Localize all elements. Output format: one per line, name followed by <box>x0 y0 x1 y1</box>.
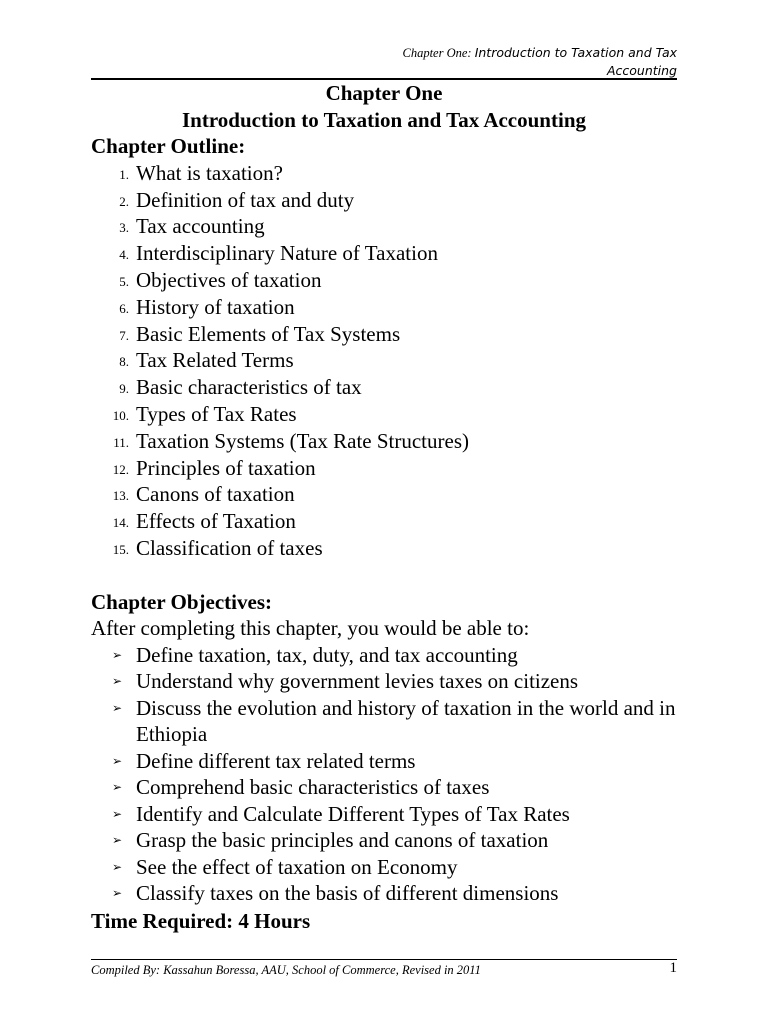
outline-item <box>91 374 677 401</box>
objectives-list <box>91 642 677 907</box>
objective-item-text: Identify and Calculate Different Types of Tax Rates <box>136 801 570 826</box>
objective-item-text: Define taxation, tax, duty, and tax accounting <box>136 642 518 667</box>
outline-item <box>91 481 677 508</box>
objective-item-text: Discuss the evolution and history of taxation in the world and in Ethiopia <box>136 695 676 747</box>
chapter-number: Chapter One <box>325 81 443 105</box>
outline-item <box>91 508 677 535</box>
header-title-line1: Introduction to Taxation and Tax <box>474 45 677 60</box>
outline-item-number: 8. <box>119 354 129 370</box>
outline-item-number: 6. <box>119 300 129 316</box>
outline-item-text: History of taxation <box>136 294 295 319</box>
outline-item <box>91 160 677 187</box>
outline-heading: Chapter Outline: <box>91 134 246 159</box>
arrow-bullet-icon: ➢ <box>112 833 123 848</box>
page-content <box>91 80 677 935</box>
outline-item-text: What is taxation? <box>136 160 283 185</box>
outline-item-text: Objectives of taxation <box>136 267 322 292</box>
outline-item <box>91 535 677 562</box>
objective-item <box>91 880 677 907</box>
objective-item <box>91 748 677 775</box>
outline-item <box>91 401 677 428</box>
arrow-bullet-icon: ➢ <box>112 886 123 901</box>
outline-item-number: 2. <box>119 193 129 209</box>
time-required: Time Required: 4 Hours <box>91 908 311 933</box>
footer-rule <box>91 959 677 960</box>
objective-item-text: Grasp the basic principles and canons of taxation <box>136 828 549 853</box>
outline-item-text: Canons of taxation <box>136 482 295 507</box>
objective-item-text: Define different tax related terms <box>136 748 416 773</box>
outline-item-number: 7. <box>119 327 129 343</box>
outline-item-number: 5. <box>119 273 129 289</box>
outline-item-number: 11. <box>113 434 129 450</box>
outline-item-text: Effects of Taxation <box>136 509 296 534</box>
chapter-title: Introduction to Taxation and Tax Accounting <box>182 107 586 132</box>
page-number: 1 <box>669 960 677 976</box>
arrow-bullet-icon: ➢ <box>112 674 123 689</box>
objective-item-text: Understand why government levies taxes on citizens <box>136 669 579 694</box>
outline-item-number: 13. <box>112 488 129 504</box>
outline-item-text: Taxation Systems (Tax Rate Structures) <box>136 428 469 453</box>
outline-item-number: 1. <box>119 166 129 182</box>
outline-item-number: 3. <box>119 220 129 236</box>
arrow-bullet-icon: ➢ <box>112 753 123 768</box>
outline-item-number: 9. <box>119 381 129 397</box>
objective-item <box>91 668 677 695</box>
section-spacer <box>91 562 677 589</box>
outline-item-text: Basic Elements of Tax Systems <box>136 321 401 346</box>
outline-list <box>91 160 677 562</box>
outline-item <box>91 428 677 455</box>
outline-item-number: 14. <box>112 515 129 531</box>
outline-item-number: 12. <box>112 461 129 477</box>
outline-item <box>91 187 677 214</box>
objectives-intro: After completing this chapter, you would be able to: <box>91 616 530 641</box>
outline-item-number: 10. <box>112 407 129 423</box>
outline-item-text: Principles of taxation <box>136 455 316 480</box>
objective-item <box>91 854 677 881</box>
header-label: Chapter One: <box>402 46 472 60</box>
arrow-bullet-icon: ➢ <box>112 859 123 874</box>
objective-item <box>91 801 677 828</box>
outline-item <box>91 213 677 240</box>
outline-item-text: Tax Related Terms <box>136 348 294 373</box>
outline-item-number: 4. <box>119 247 129 263</box>
arrow-bullet-icon: ➢ <box>112 647 123 662</box>
objective-item <box>91 827 677 854</box>
outline-item-text: Interdisciplinary Nature of Taxation <box>136 241 438 266</box>
header-title-line2: Accounting <box>606 63 677 78</box>
running-header <box>402 44 677 80</box>
outline-item-text: Definition of tax and duty <box>136 187 355 212</box>
outline-item <box>91 347 677 374</box>
outline-item <box>91 321 677 348</box>
objectives-heading: Chapter Objectives: <box>91 589 272 614</box>
arrow-bullet-icon: ➢ <box>112 806 123 821</box>
outline-item <box>91 455 677 482</box>
objective-item <box>91 695 677 748</box>
objective-item <box>91 642 677 669</box>
outline-item-text: Types of Tax Rates <box>136 401 297 426</box>
objective-item-text: See the effect of taxation on Economy <box>136 854 458 879</box>
outline-item-text: Basic characteristics of tax <box>136 375 362 400</box>
outline-item-number: 15. <box>112 541 129 557</box>
arrow-bullet-icon: ➢ <box>112 780 123 795</box>
objective-item-text: Comprehend basic characteristics of taxes <box>136 775 490 800</box>
outline-item-text: Classification of taxes <box>136 535 323 560</box>
page-footer <box>91 962 677 978</box>
outline-item <box>91 267 677 294</box>
outline-item-text: Tax accounting <box>136 214 265 239</box>
arrow-bullet-icon: ➢ <box>112 700 123 715</box>
outline-item <box>91 240 677 267</box>
objective-item-text: Classify taxes on the basis of different dimensions <box>136 881 559 906</box>
outline-item <box>91 294 677 321</box>
objective-item <box>91 774 677 801</box>
footer-text: Compiled By: Kassahun Boressa, AAU, School of Commerce, Revised in 2011 <box>91 963 481 977</box>
